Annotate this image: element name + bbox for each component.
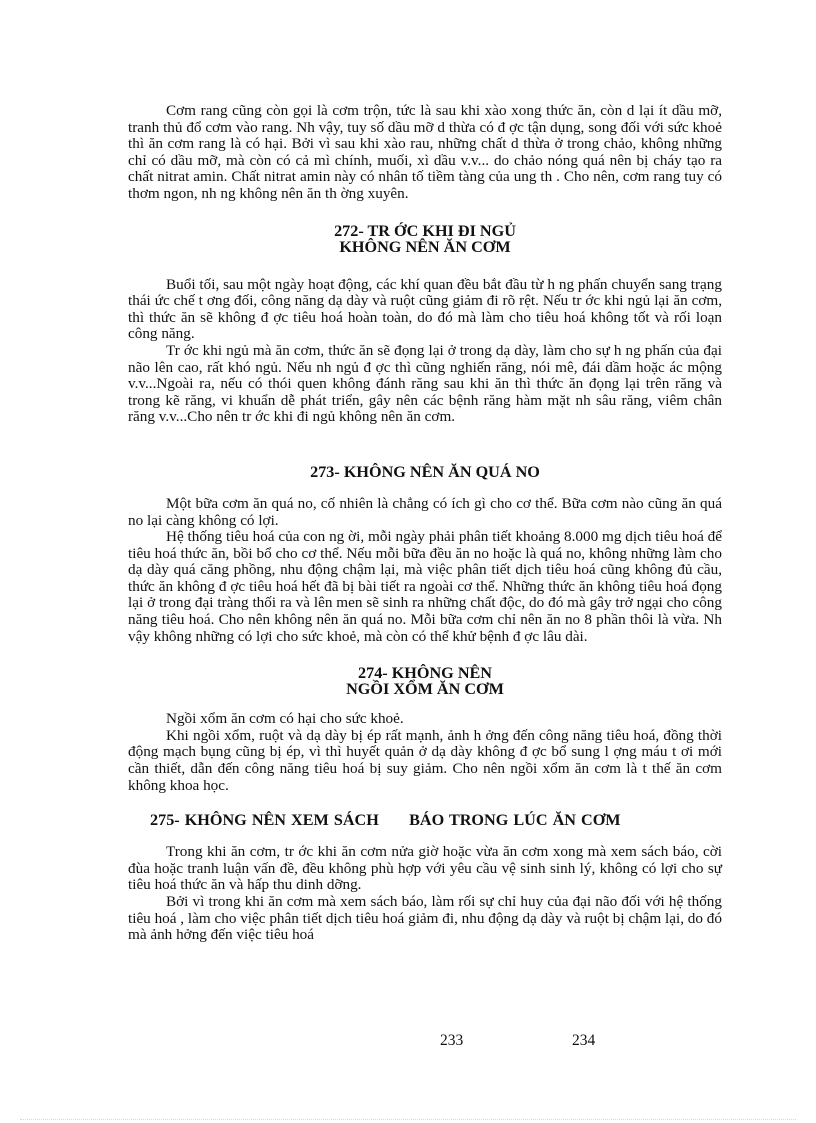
section-273-body	[128, 496, 722, 645]
section-273-paragraph-2: Hệ thống tiêu hoá của con ng ời, mỗi ngày phải phân tiết khoảng 8.000 mg dịch tiêu hoá để tiêu hoá thức ăn, bồi bổ cho cơ thể. Nếu mỗi bữa đều ăn no hoặc là quá no, không những làm cho dạ dày quá căng phồng, nhu động chậm lại, mà việc phân tiết dịch tiêu hoá cũng không đủ cầu, thức ăn không đ ợc tiêu hoá hết đã bị bài tiết ra ngoài cơ thể. Những thức ăn không tiêu hoá đọng lại ở trong đại tràng thối ra và lên men sẽ sinh ra những chất độc, do đó mà gây trở ngại cho công năng tiêu hoá. Cho nên không nên ăn quá no. Mỗi bữa cơm chỉ nên ăn no 8 phần thôi là vừa. Nh vậy không những có lợi cho sức khoẻ, mà còn có thể khử bệnh đ ợc lâu dài.	[128, 528, 722, 645]
section-274-title-line-1: 274- KHÔNG NÊN	[358, 664, 492, 683]
section-274-title-line-2: NGỒI XỔM ĂN CƠM	[346, 680, 504, 699]
page-number-left: 233	[440, 1032, 464, 1049]
intro-paragraph: Cơm rang cũng còn gọi là cơm trộn, tức là sau khi xào xong thức ăn, còn d lại ít dầu mỡ, tranh thủ đổ cơm vào rang. Nh vậy, tuy số dầu mỡ d thừa có đ ợc tận dụng, song đối với sức khoẻ thì ăn cơm rang là có hại. Bởi vì sau khi xào rau, những chất d thừa ở trong chảo, không những chỉ có dầu mỡ, mà còn có cả mì chính, muối, xì dầu v.v... do chảo nóng quá nên bị cháy tạo ra chất nitrat amin. Chất nitrat amin này có nhân tố tiềm tàng của ung th . Cho nên, cơm rang tuy có thơm ngon, nh ng không nên ăn th ờng xuyên.	[128, 102, 722, 202]
section-272-title-line-2: KHÔNG NÊN ĂN CƠM	[339, 237, 511, 256]
page-bottom-divider	[20, 1119, 796, 1120]
section-274-body	[128, 711, 722, 794]
section-273-paragraph-1: Một bữa cơm ăn quá no, cố nhiên là chẳng có ích gì cho cơ thể. Bữa cơm nào cũng ăn quá no lại càng không có lợi.	[128, 494, 722, 529]
section-275-paragraph-2: Bởi vì trong khi ăn cơm mà xem sách báo, làm rối sự chỉ huy của đại não đối với hệ thống tiêu hoá , làm cho việc phân tiết dịch tiêu hoá giảm đi, nhu động dạ dày và ruột bị chậm lại, do đó mà ảnh hởng đến việc tiêu hoá	[128, 893, 722, 944]
document-page	[128, 103, 722, 944]
section-272-title-line-1: 272- TR ỚC KHI ĐI NGỦ	[334, 221, 516, 240]
section-275-paragraph-1: Trong khi ăn cơm, tr ớc khi ăn cơm nửa giờ hoặc vừa ăn cơm xong mà xem sách báo, cời đùa hoặc tranh luận vấn đề, đều không phù hợp với yêu cầu vệ sinh sinh lý, không có lợi cho sự tiêu hoá thức ăn và hấp thu dinh dỡng.	[128, 843, 722, 894]
section-272-body	[128, 277, 722, 426]
section-274-paragraph-2: Khi ngồi xổm, ruột và dạ dày bị ép rất mạnh, ảnh h ởng đến công năng tiêu hoá, đồng thời động mạch bụng cũng bị ép, vì thì huyết quản ở dạ dày không đ ợc bổ sung l ợng máu t ơi mới cần thiết, dẫn đến công năng tiêu hoá bị suy giảm. Cho nên ngồi xổm ăn cơm là t thế ăn cơm không khoa học.	[128, 726, 722, 794]
section-272-paragraph-1: Buổi tối, sau một ngày hoạt động, các khí quan đều bắt đầu từ h ng phấn chuyển sang trạng thái ức chế t ơng đối, công năng dạ dày và ruột cũng giảm đi rõ rệt. Nếu tr ớc khi ngủ lại ăn cơm, thì thức ăn sẽ không đ ợc tiêu hoá hoàn toàn, do đó mà làm cho tiêu hoá không tốt và rối loạn công năng.	[128, 275, 722, 343]
page-number-right: 234	[572, 1032, 596, 1049]
section-273-title-line-1: 273- KHÔNG NÊN ĂN QUÁ NO	[310, 462, 540, 481]
section-275-body	[128, 844, 722, 944]
section-272-paragraph-2: Tr ớc khi ngủ mà ăn cơm, thức ăn sẽ đọng lại ở trong dạ dày, làm cho sự h ng phấn của đại não lên cao, rất khó ngủ. Nếu nh ngủ đ ợc thì cũng nghiến răng, nói mê, đái dầm hoặc ác mộng v.v...Ngoài ra, nếu có thói quen không đánh răng sau khi ăn thì thức ăn đọng lại trên răng và trong kẽ răng, vi khuẩn dễ phát triển, gây nên các bệnh răng hàm mặt nh sâu răng, viêm chân răng v.v...Cho nên tr ớc khi đi ngủ không nên ăn cơm.	[128, 341, 722, 426]
section-275-heading	[128, 812, 722, 828]
section-273-heading	[128, 464, 722, 480]
section-275-title-line-1: 275- KHÔNG NÊN XEM SÁCH BÁO TRONG LÚC ĂN CƠM	[150, 811, 621, 830]
section-274-paragraph-1: Ngồi xổm ăn cơm có hại cho sức khoẻ.	[166, 710, 404, 728]
section-272-heading	[128, 223, 722, 255]
section-274-heading	[128, 665, 722, 697]
